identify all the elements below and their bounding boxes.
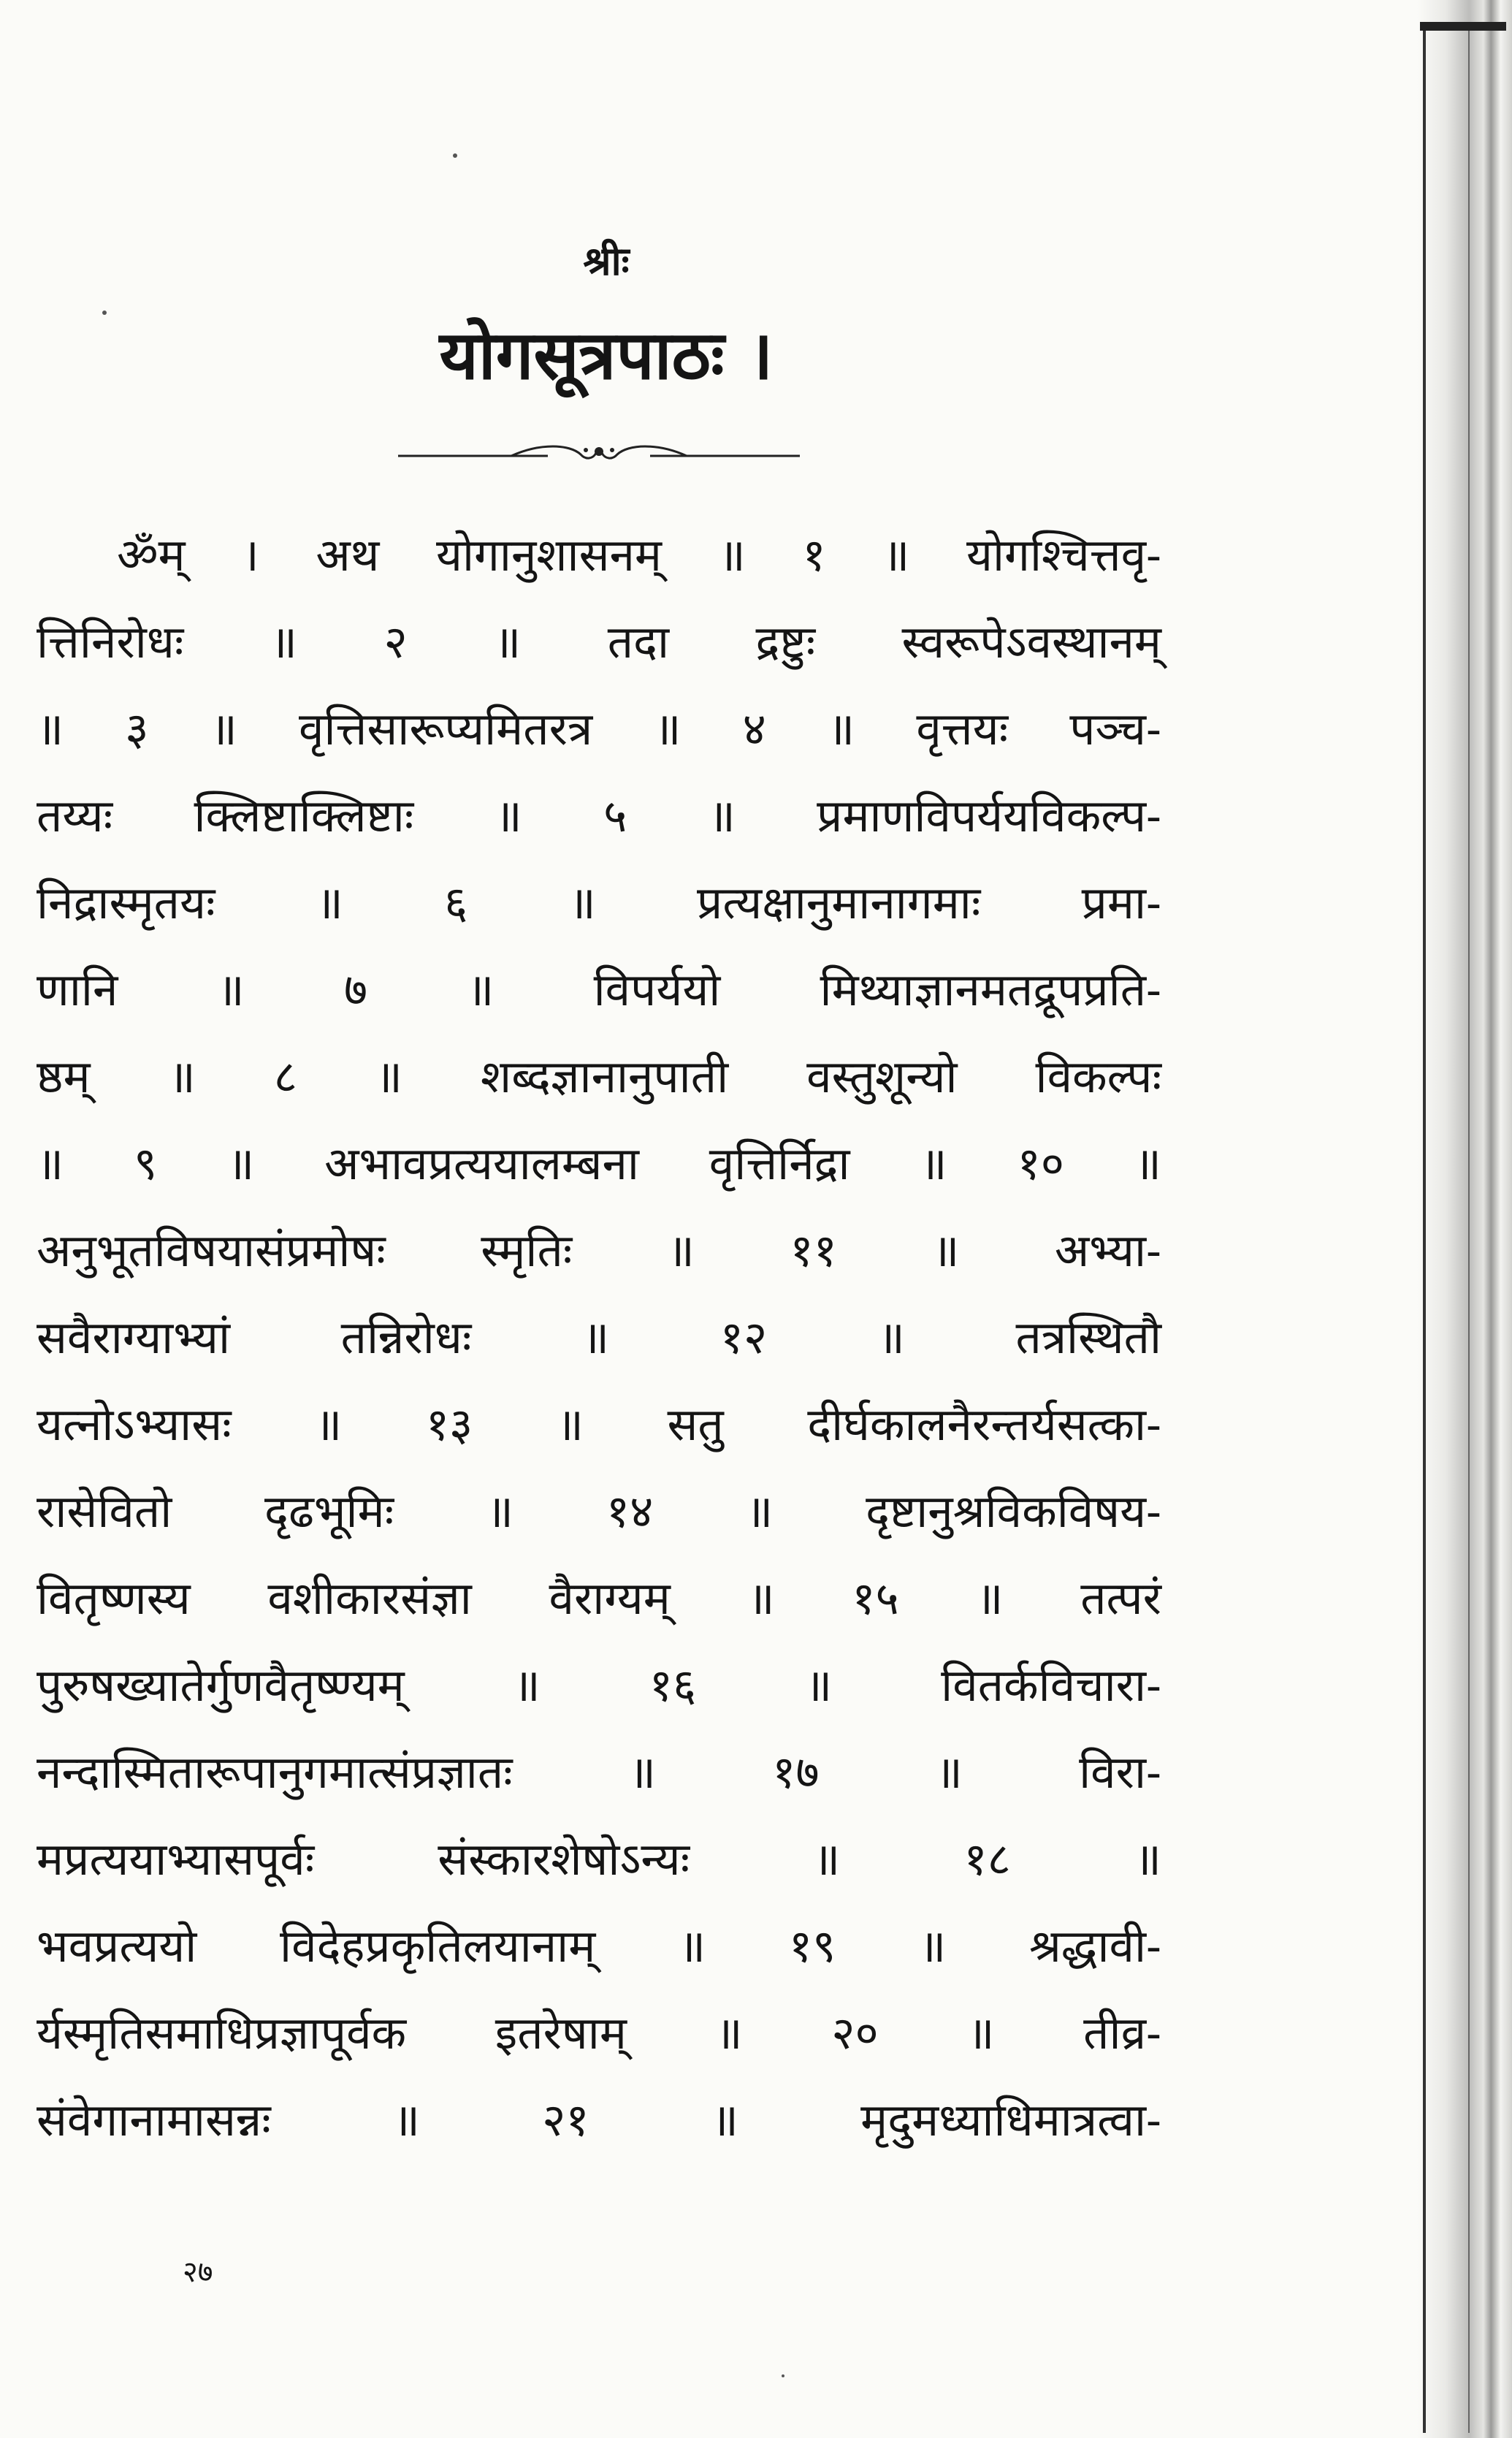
text-line: निद्रास्मृतयः ॥ ६ ॥ प्रत्यक्षानुमानागमाः प्रमा-: [37, 876, 1161, 929]
text-line: णानि ॥ ७ ॥ विपर्ययो मिथ्याज्ञानमतद्रूपप्रति-: [37, 963, 1161, 1016]
text-line: तय्यः क्लिष्टाक्लिष्टाः ॥ ५ ॥ प्रमाणविपर्ययविकल्प-: [37, 789, 1161, 842]
text-line: अनुभूतविषयासंप्रमोषः स्मृतिः ॥ ११ ॥ अभ्या-: [37, 1224, 1161, 1277]
text-line: ॐम् । अथ योगानुशासनम् ॥ १ ॥ योगश्चित्तवृ-: [117, 528, 1161, 582]
header-shri: श्रीः: [583, 237, 630, 284]
sutra-text-block: [37, 511, 1161, 2163]
ornament-divider: [394, 435, 803, 472]
text-line: वितृष्णस्य वशीकारसंज्ञा वैराग्यम् ॥ १५ ॥ तत्परं: [37, 1572, 1161, 1625]
edge-line: [1423, 22, 1426, 2433]
page-edge-scan-shadow: [1417, 0, 1512, 2438]
text-line: त्तिनिरोधः ॥ २ ॥ तदा द्रष्टुः स्वरूपेऽवस्थानम्: [37, 615, 1161, 668]
edge-line: [1468, 22, 1470, 2433]
page-title: योगसूत्रपाठः ।: [439, 316, 774, 395]
text-line: ॥ ३ ॥ वृत्तिसारूप्यमितरत्र ॥ ४ ॥ वृत्तयः पञ्च-: [37, 702, 1161, 755]
text-line: यत्नोऽभ्यासः ॥ १३ ॥ सतु दीर्घकालनैरन्तर्यसत्का-: [37, 1398, 1161, 1451]
text-line: नन्दास्मितारूपानुगमात्संप्रज्ञातः ॥ १७ ॥ विरा-: [37, 1745, 1161, 1799]
text-line: ष्ठम् ॥ ८ ॥ शब्दज्ञानानुपाती वस्तुशून्यो विकल्पः: [37, 1050, 1161, 1103]
text-line: रासेवितो दृढभूमिः ॥ १४ ॥ दृष्टानुश्रविकविषय-: [37, 1485, 1161, 1538]
text-line: पुरुषख्यातेर्गुणवैतृष्ण्यम् ॥ १६ ॥ वितर्कविचारा-: [37, 1658, 1161, 1712]
edge-cap: [1420, 22, 1506, 31]
text-line: सवैराग्याभ्यां तन्निरोधः ॥ १२ ॥ तत्रस्थितौ: [37, 1311, 1161, 1364]
paper-speck: [102, 311, 107, 315]
text-line: ॥ ९ ॥ अभावप्रत्ययालम्बना वृत्तिर्निद्रा ॥ १० ॥: [37, 1137, 1161, 1190]
paper-speck: [453, 153, 457, 158]
text-line: र्यस्मृतिसमाधिप्रज्ञापूर्वक इतरेषाम् ॥ २० ॥ तीव्र-: [37, 2006, 1161, 2060]
paper-speck: [782, 2374, 784, 2377]
text-line: संवेगानामासन्नः ॥ २१ ॥ मृदुमध्याधिमात्रत्वा-: [37, 2093, 1161, 2146]
text-line: भवप्रत्ययो विदेहप्रकृतिलयानाम् ॥ १९ ॥ श्रद्धावी-: [37, 1919, 1161, 1973]
text-line: मप्रत्ययाभ्यासपूर्वः संस्कारशेषोऽन्यः ॥ १८ ॥: [37, 1832, 1161, 1886]
page-number: २७: [183, 2255, 213, 2289]
